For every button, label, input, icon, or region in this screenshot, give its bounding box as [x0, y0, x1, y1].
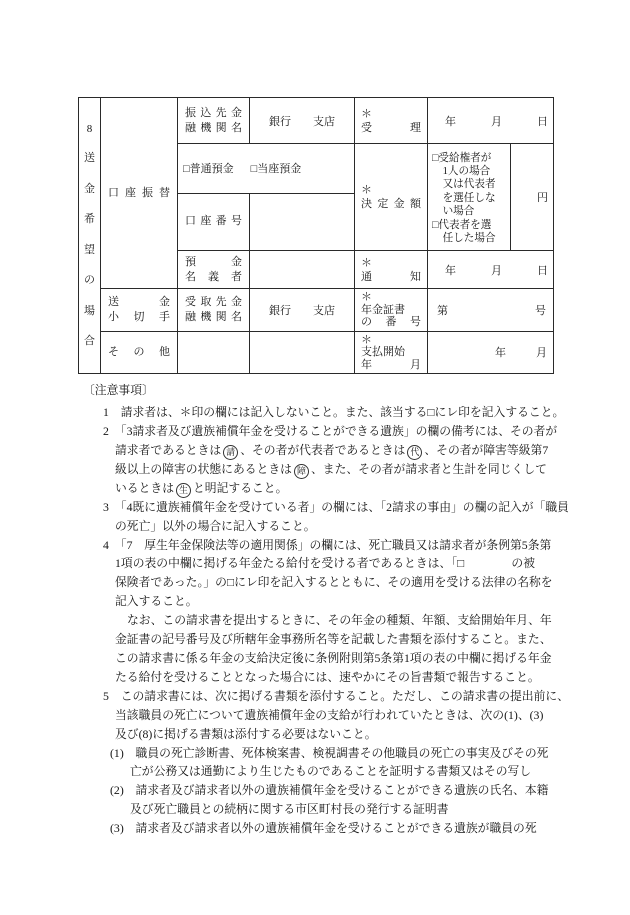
month-label: 月: [491, 115, 502, 128]
account-transfer-label: 口座振替: [108, 186, 170, 199]
cell-yen: [511, 144, 554, 251]
money-order-label-line1: 送金: [108, 295, 170, 308]
circled-char: 障: [294, 464, 309, 479]
note-line: 〔注意事項〕: [83, 383, 154, 397]
cell-other: [101, 331, 178, 374]
option-line: 1人の場合: [432, 165, 491, 177]
vertical-char: 合: [84, 335, 95, 348]
payee-bank-label-line2: 融機関名: [185, 121, 242, 134]
pay-start-label-line2: 年月: [361, 358, 421, 371]
cell-pay-start: [355, 331, 428, 374]
vertical-char: 場: [84, 304, 95, 317]
cell-account-transfer: [101, 98, 178, 289]
day-label: 日: [537, 264, 548, 277]
note-line: 3 「4既に遺族補償年金を受けている者」の欄には、「2請求の事由」の欄の記入が「職員: [103, 499, 569, 514]
cell-deposit-type: [178, 144, 355, 194]
note-line: 当該職員の死亡について遺族補償年金の支給が行われていたときは、次の(1)、(3): [115, 707, 544, 722]
cell-holder-label: [178, 251, 250, 289]
holder-label-line1: 預金: [185, 255, 242, 268]
cell-receiver-bank-label: [178, 289, 250, 332]
cell-payee-bank-label: [178, 98, 250, 144]
year-label: 年: [445, 115, 456, 128]
receiver-bank-label-line1: 受取先金: [185, 295, 242, 308]
bank-word: 銀行: [269, 115, 291, 128]
option-line: □受給権者が: [432, 152, 492, 164]
notice-label: 通知: [361, 270, 421, 283]
note-line: (2) 請求者及び請求者以外の遺族補償年金を受けることができる遺族の氏名、本籍: [110, 783, 549, 798]
certificate-label-line1: 年金証書: [361, 303, 405, 316]
month-label: 月: [536, 347, 547, 360]
cell-notice-date: [428, 251, 554, 289]
day-label: 日: [537, 115, 548, 128]
option-line: い場合: [432, 206, 475, 218]
vertical-char: の: [84, 274, 95, 287]
cell-accepted: [355, 98, 428, 144]
note-line: 1項の表の中欄に掲げる年金たる給付を受ける者であるときは、「□ の被: [115, 556, 536, 571]
cell-holder-value: [250, 251, 355, 289]
circled-char: 代: [407, 445, 422, 460]
year-label: 年: [445, 264, 456, 277]
star-mark: ＊: [361, 107, 372, 120]
cell-money-order: [101, 289, 178, 332]
current-deposit-checkbox: □当座預金: [250, 163, 302, 176]
note-line: 級以上の障害の状態にあるときは 障 、また、その者が請求者と生計を同じくして: [83, 460, 583, 479]
note-line: 及び(8)に掲げる書類は添付する必要はないこと。: [115, 726, 377, 741]
year-label: 年: [495, 347, 506, 360]
cell-certificate-number: [428, 289, 554, 332]
vertical-char: 望: [84, 243, 95, 256]
cell-other-value-empty: [250, 331, 355, 374]
star-mark: ＊: [361, 291, 372, 303]
note-line: 請求者であるときは 請 、その者が代表者であるときは 代 、その者が障害等級第7: [83, 441, 583, 460]
cell-representative-options: [428, 144, 511, 251]
note-line: この請求書に係る年金の支給決定後に条例附則第5条第1項の表の中欄に掲げる年金: [115, 650, 552, 665]
month-label: 月: [491, 264, 502, 277]
cell-account-number-label: [178, 193, 250, 251]
cell-pension-certificate: [355, 289, 428, 332]
cell-decided-amount: [355, 144, 428, 251]
star-mark: ＊: [361, 256, 372, 269]
circled-char: 請: [223, 445, 238, 460]
section-number: 8: [86, 122, 93, 135]
note-line: (1) 職員の死亡診断書、死体検案書、検視調書その他職員の死亡の事実及びその死: [110, 745, 549, 760]
note-line: いるときは 生 と明記すること。: [83, 479, 583, 498]
payee-bank-label-line1: 振込先金: [185, 106, 242, 119]
note-line: 金証書の記号番号及び所轄年金事務所名等を記載した書類を添付すること。また、: [115, 632, 552, 647]
holder-label-line2: 名義者: [185, 270, 242, 283]
circled-char: 生: [176, 483, 191, 498]
decided-amount-label: 決定金額: [361, 198, 421, 210]
note-line: (3) 請求者及び請求者以外の遺族補償年金を受けることができる遺族が職員の死: [110, 821, 537, 836]
yen-label: 円: [537, 192, 548, 204]
note-line: 及び死亡職員との続柄に関する市区町村長の発行する証明書: [130, 802, 449, 817]
cell-section-8-remittance: [79, 98, 101, 374]
cell-payee-bank-value: [250, 98, 355, 144]
note-line: たる給付を受けることとなった場合には、速やかにその旨書類で報告すること。: [115, 669, 540, 684]
note-line: 亡が公務又は通勤により生じたものであることを証明する書類又はその写し: [130, 764, 532, 779]
branch-word: 支店: [313, 304, 335, 317]
note-line: 記入すること。: [115, 594, 198, 609]
bank-word: 銀行: [269, 304, 291, 317]
ordinary-deposit-checkbox: □普通預金: [183, 163, 234, 176]
other-label: その他: [108, 345, 170, 358]
notes: [83, 381, 583, 838]
option-line: 任した場合: [432, 233, 496, 245]
cell-accepted-date: [428, 98, 554, 144]
option-line: を選任しな: [432, 192, 496, 204]
money-order-label-line2: 小切手: [108, 310, 170, 323]
note-line: 保険者であった。」の□にレ印を記入するとともに、その適用を受ける法律の名称を: [115, 575, 553, 590]
note-line: なお、この請求書を提出するときに、その年金の種類、年額、支給開始年月、年: [127, 613, 552, 628]
note-line: 4 「7 厚生年金保険法等の適用関係」の欄には、死亡職員又は請求者が条例第5条第: [103, 537, 552, 552]
cell-notice: [355, 251, 428, 289]
cell-account-number-value: [250, 193, 355, 251]
cell-pay-start-value: [428, 331, 554, 374]
dai-label: 第: [437, 304, 448, 317]
vertical-section-label: [79, 98, 100, 373]
cell-other-label-empty: [178, 331, 250, 374]
branch-word: 支店: [313, 115, 335, 128]
option-line: □代表者を選: [432, 219, 492, 231]
account-number-label: 口座番号: [185, 215, 242, 228]
remittance-form-table: [78, 97, 554, 374]
vertical-char: 金: [84, 182, 95, 195]
star-mark: ＊: [361, 333, 372, 346]
cell-receiver-bank-value: [250, 289, 355, 332]
vertical-char: 希: [84, 213, 95, 226]
note-line: 5 この請求書には、次に掲げる書類を添付すること。ただし、この請求書の提出前に、: [103, 688, 569, 703]
note-line: の死亡」以外の場合に記入すること。: [115, 518, 316, 533]
option-line: 又は代表者: [432, 179, 496, 191]
receiver-bank-label-line2: 融機関名: [185, 310, 242, 323]
pay-start-label-line1: 支払開始: [361, 346, 405, 358]
star-mark: ＊: [361, 184, 372, 196]
accepted-label: 受理: [361, 121, 421, 134]
gou-label: 号: [535, 304, 546, 317]
note-line: 1 請求者は、＊印の欄には記入しないこと。また、該当する□にレ印を記入すること。: [103, 404, 565, 419]
vertical-char: 送: [84, 152, 95, 165]
note-line: 2 「3請求者及び遺族補償年金を受けることができる遺族」の欄の備考には、その者が: [103, 423, 558, 438]
certificate-label-line2: の番号: [361, 316, 421, 328]
